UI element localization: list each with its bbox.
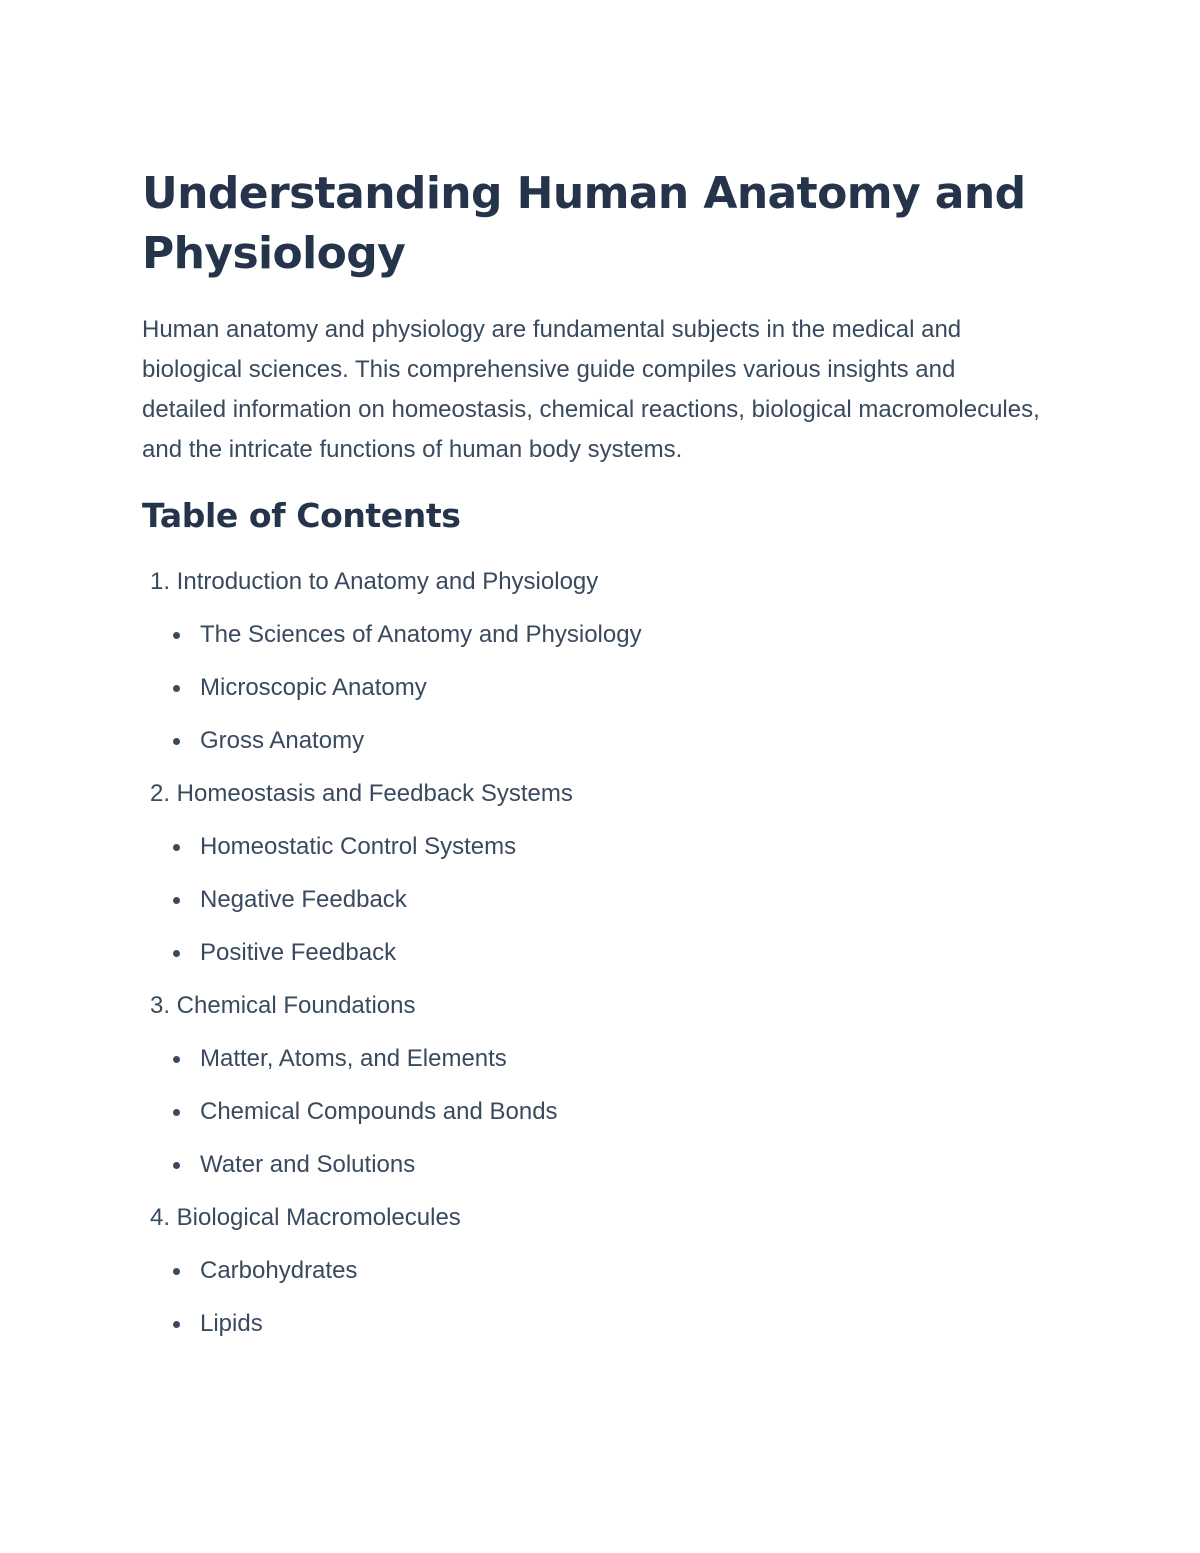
toc-section-number: 4. (149, 1204, 170, 1231)
toc-subitem (142, 1149, 1062, 1181)
toc-subitem-label: Chemical Compounds and Bonds (200, 1098, 558, 1125)
toc-section-label: Homeostasis and Feedback Systems (176, 780, 573, 807)
toc-subitem (142, 937, 1062, 969)
page-title: Understanding Human Anatomy and Physiology (142, 168, 1026, 279)
toc-subitem-label: The Sciences of Anatomy and Physiology (200, 621, 642, 648)
bullet-icon (173, 632, 180, 639)
toc-subitem (142, 619, 1062, 651)
toc-subitem-label: Carbohydrates (200, 1257, 358, 1284)
toc-sublist (142, 619, 1062, 757)
toc-sublist (142, 831, 1062, 969)
toc-section-number: 1. (149, 568, 170, 595)
toc-subitem-label: Matter, Atoms, and Elements (200, 1045, 507, 1072)
toc-subitem (142, 831, 1062, 863)
bullet-icon (173, 1056, 180, 1063)
table-of-contents (142, 566, 1062, 1340)
bullet-icon (173, 897, 180, 904)
toc-subitem (142, 1308, 1062, 1340)
intro-paragraph: Human anatomy and physiology are fundamental subjects in the medical and biological sciences. This comprehensive guide compiles various insights and detailed information on homeostasis, chemical reactions, biological macromolecules, and the intricate functions of human body systems. (142, 316, 1040, 463)
toc-subitem (142, 1096, 1062, 1128)
toc-subitem (142, 672, 1062, 704)
toc-section (142, 778, 1062, 969)
toc-section-number: 3. (149, 992, 170, 1019)
toc-subitem (142, 884, 1062, 916)
toc-sublist (142, 1043, 1062, 1181)
toc-subitem (142, 1043, 1062, 1075)
toc-section-label: Introduction to Anatomy and Physiology (176, 568, 599, 595)
toc-subitem-label: Microscopic Anatomy (200, 674, 427, 701)
toc-sublist (142, 1255, 1062, 1340)
toc-subitem-label: Gross Anatomy (200, 727, 365, 754)
toc-subitem (142, 1255, 1062, 1287)
toc-section-title (142, 1202, 1062, 1234)
toc-subitem-label: Positive Feedback (200, 939, 397, 966)
bullet-icon (173, 738, 180, 745)
document-page (142, 164, 1062, 1340)
toc-section-label: Biological Macromolecules (176, 1204, 461, 1231)
bullet-icon (173, 1321, 180, 1328)
toc-section-label: Chemical Foundations (176, 992, 416, 1019)
toc-section-title (142, 566, 1062, 598)
bullet-icon (173, 1162, 180, 1169)
toc-heading: Table of Contents (142, 496, 461, 535)
toc-subitem-label: Negative Feedback (200, 886, 407, 913)
bullet-icon (173, 844, 180, 851)
toc-subitem (142, 725, 1062, 757)
toc-section-title (142, 990, 1062, 1022)
toc-subitem-label: Water and Solutions (200, 1151, 416, 1178)
toc-subitem-label: Lipids (200, 1310, 263, 1337)
toc-section-number: 2. (149, 780, 170, 807)
bullet-icon (173, 950, 180, 957)
toc-section (142, 1202, 1062, 1340)
toc-section (142, 566, 1062, 757)
bullet-icon (173, 1109, 180, 1116)
toc-subitem-label: Homeostatic Control Systems (200, 833, 517, 860)
toc-section (142, 990, 1062, 1181)
toc-section-title (142, 778, 1062, 810)
bullet-icon (173, 1268, 180, 1275)
bullet-icon (173, 685, 180, 692)
